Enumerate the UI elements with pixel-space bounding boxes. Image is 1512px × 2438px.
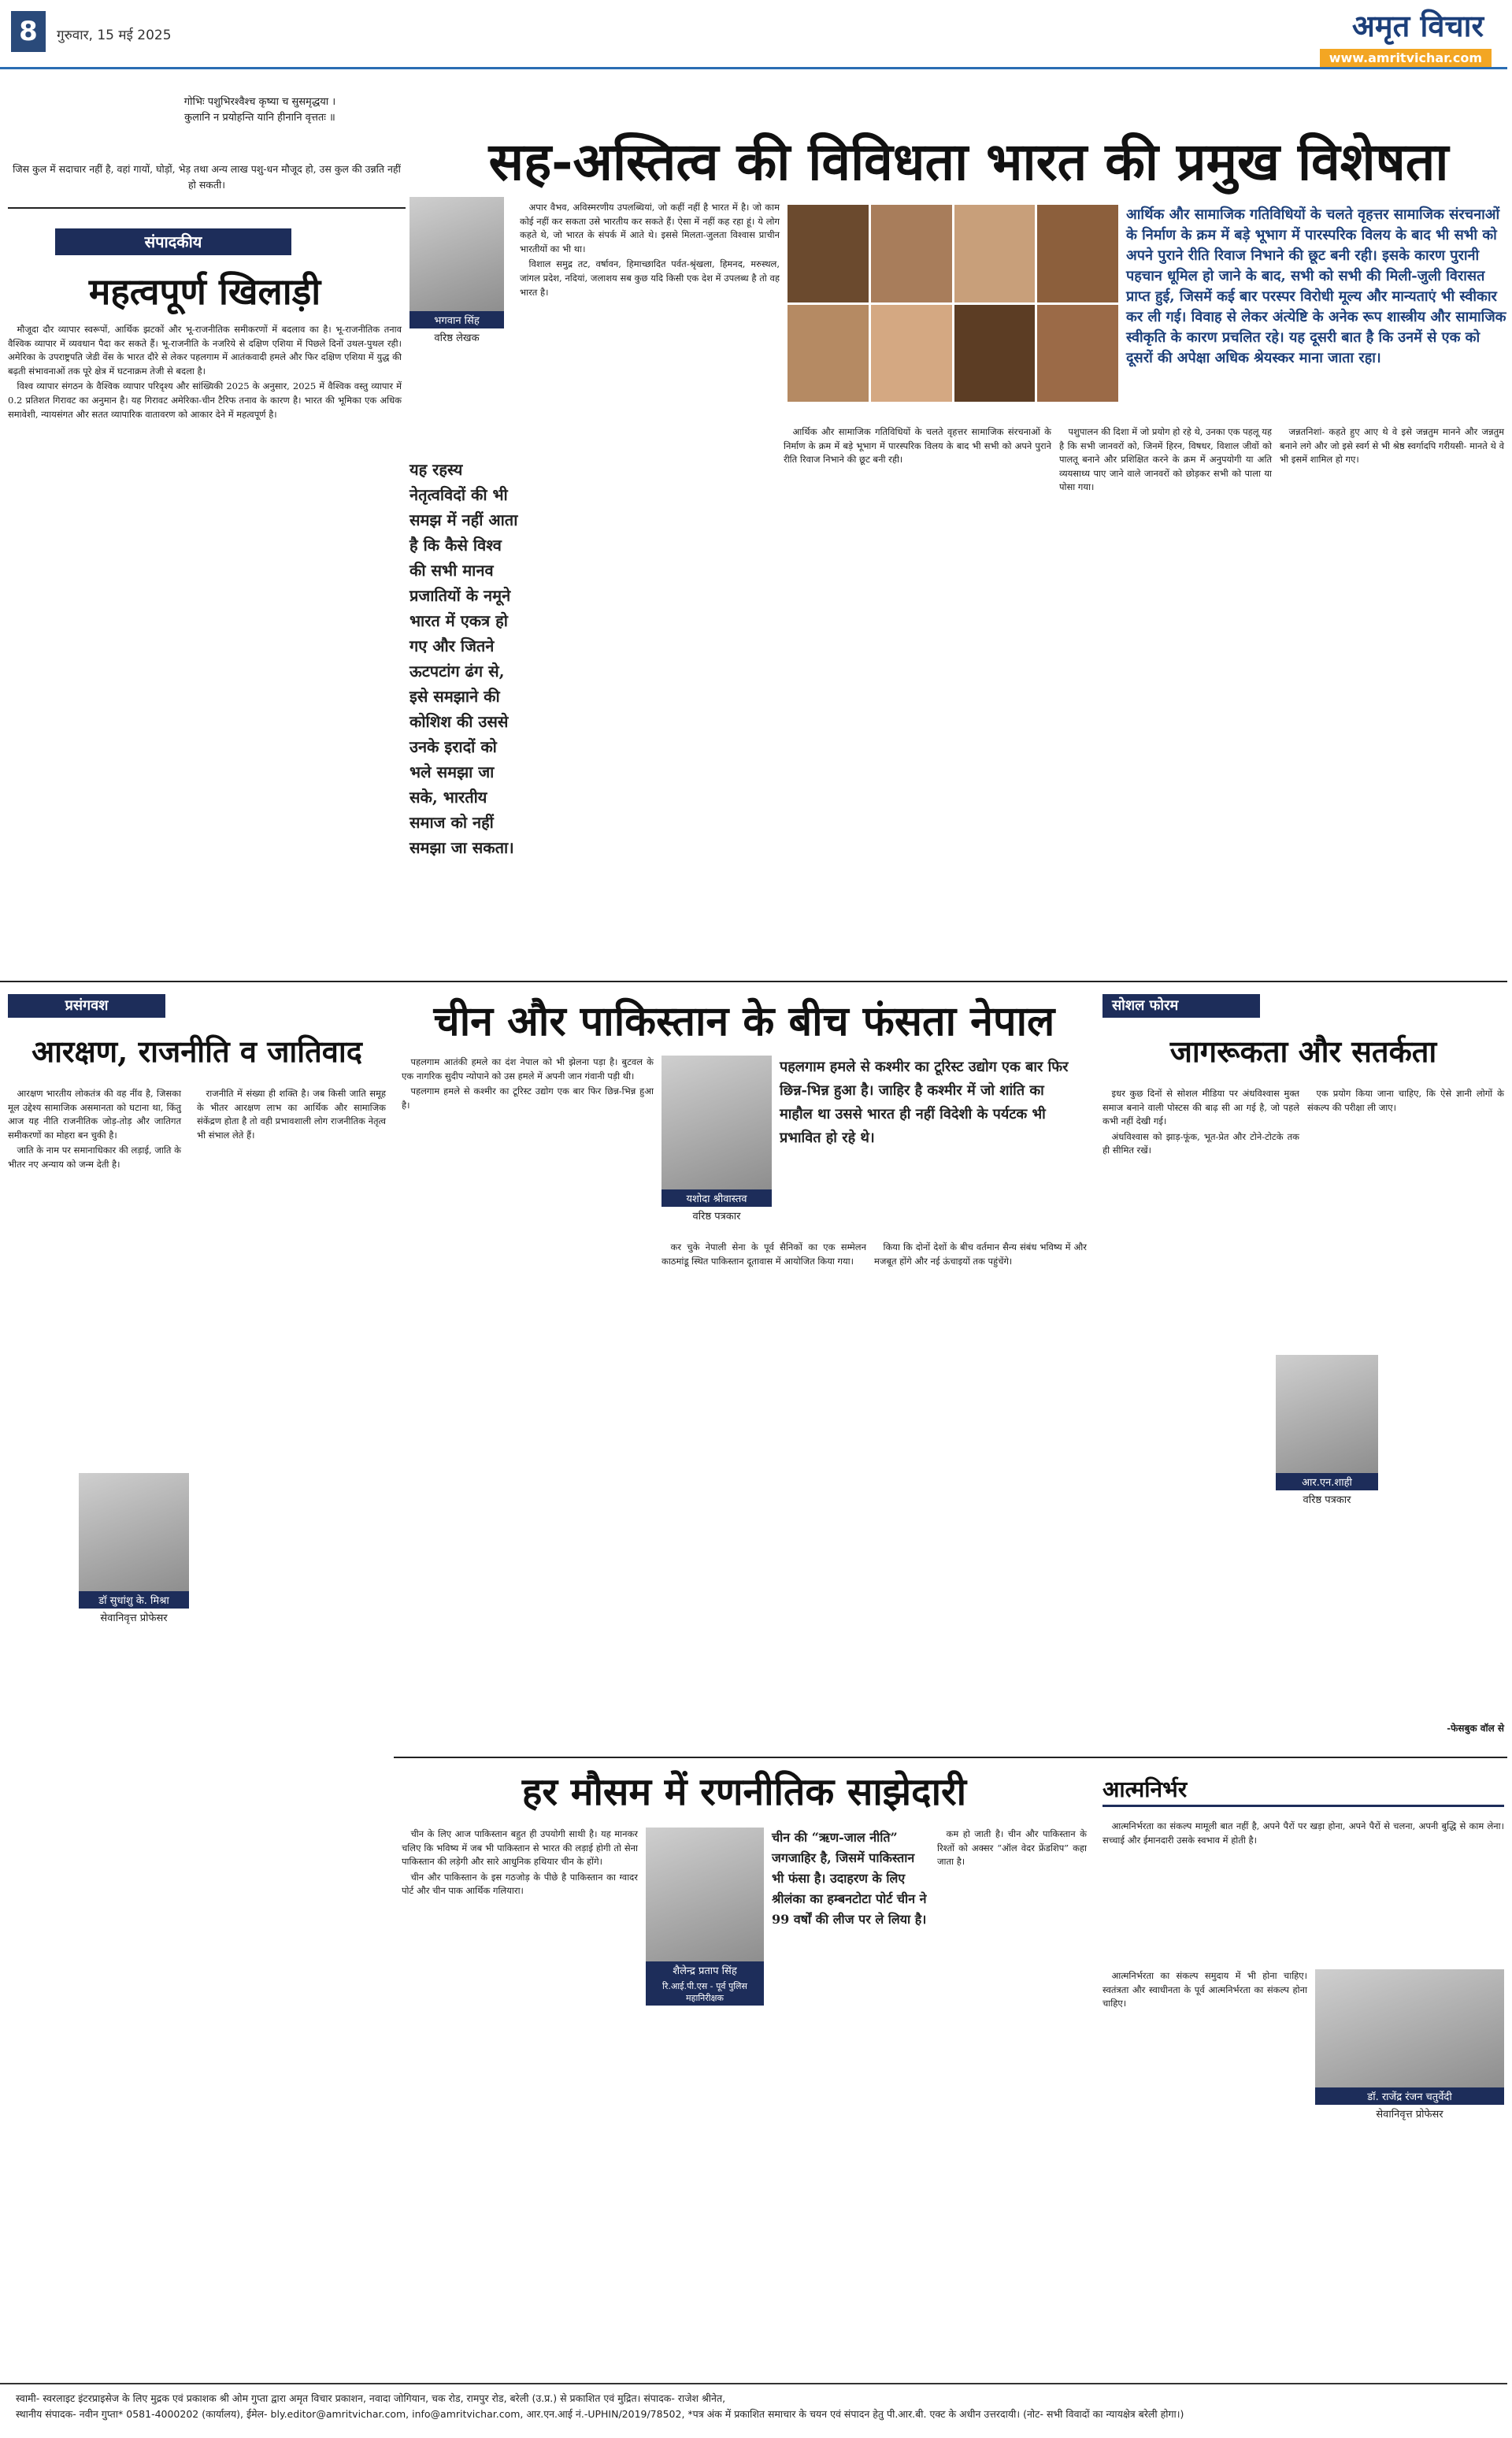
- author-portrait: [662, 1056, 772, 1189]
- strategic-paragraph: चीन और पाकिस्तान के इस गठजोड़ के पीछे है पाकिस्तान का ग्वादर पोर्ट और चीन पाक आर्थिक गलियारा।: [402, 1871, 638, 1897]
- collage-photo: [871, 305, 952, 403]
- section-divider: [394, 1757, 1507, 1758]
- collage-photo: [954, 205, 1036, 302]
- atmanirbhar-author: [1315, 1969, 1504, 2119]
- paper-name: अमृत विचार: [1351, 8, 1484, 43]
- collage-photo: [871, 205, 952, 302]
- faces-collage: [788, 205, 1118, 402]
- imprint-line-2: स्थानीय संपादक- नवीन गुप्ता* 0581-4000202 (कार्यालय), ईमेल- bly.editor@amritvichar.com, info@amritvichar.com, आर.एन.आई नं.-UPHIN/2019/78502, *पत्र अंक में प्रकाशित समाचार के चयन एवं संपादन हेतु पी.आर.बी. एक्ट के अधीन उत्तरदायी। (नोट- सभी विवादों का न्यायक्षेत्र बरेली होगा।): [16, 2408, 1184, 2420]
- nepal-paragraph: पहलगाम हमले से कश्मीर का टूरिस्ट उद्योग एक बार फिर छिन्न-भिन्न हुआ है।: [402, 1085, 654, 1111]
- social-forum-paragraph: एक प्रयोग किया जाना चाहिए, कि ऐसे ज्ञानी लोगों के संकल्प की परीक्षा ली जाए।: [1307, 1088, 1504, 1113]
- nepal-author: [662, 1056, 772, 1229]
- strategic-col-2: [937, 1828, 1087, 2371]
- prasangvash-paragraph: आरक्षण भारतीय लोकतंत्र की वह नींव है, जिसका मूल उद्देश्य सामाजिक असमानता को घटाना था, किंतु आज यह नीति राजनीतिक जोड़-तोड़ और जातिगत समीकरणों का मोहरा बन चुकी है।: [8, 1088, 181, 1141]
- prasangvash-headline: आरक्षण, राजनीति व जातिवाद: [32, 1033, 362, 1069]
- social-forum-section-tab: सोशल फोरम: [1102, 994, 1260, 1018]
- nepal-paragraph: पहलगाम आतंकी हमले का दंश नेपाल को भी झेलना पड़ा है। बुटवल के एक नागरिक सुदीप न्योपाने को उस हमले में अपनी जान गंवानी पड़ी थी।: [402, 1056, 654, 1082]
- dateline: गुरुवार, 15 मई 2025: [57, 28, 172, 43]
- website-link[interactable]: www.amritvichar.com: [1320, 49, 1492, 67]
- prasangvash-col-1: [8, 1087, 181, 2347]
- strategic-author: [646, 1828, 764, 2003]
- main-paragraph: जन्नतनिशां- कहते हुए आए थे वे इसे जन्नतुम मानने और जन्नतुम बनाने लगे और जो इसे स्वर्ग से भी श्रेष्ठ स्वर्गादपि गरीयसी- मानते थे वे भी इसमें शामिल हो गए।: [1280, 426, 1504, 466]
- prasangvash-author-role: सेवानिवृत्त प्रोफेसर: [79, 1609, 189, 1626]
- strategic-pull-quote: चीन की “ऋण-जाल नीति” जगजाहिर है, जिसमें पाकिस्तान भी फंसा है। उदाहरण के लिए श्रीलंका का हम्बनटोटा पोर्ट चीन ने 99 वर्षों की लीज पर ले लिया है।: [772, 1830, 927, 1927]
- masthead: [0, 0, 1507, 69]
- editorial-paragraph: मौजूदा दौर व्यापार स्वरूपों, आर्थिक झटकों और भू-राजनीतिक समीकरणों में बदलाव का है। भू-राजनीतिक तनाव वैश्विक व्यापार में व्यवधान पैदा कर सकते हैं। भू-राजनीति के नजरिये से दक्षिण एशिया में पिछले दिनों उथल-पुथल रही। अमेरिका के उपराष्ट्रपति जेडी वेंस के भारत दौरे से लेकर पहलगाम में आतंकवादी हमले और फिर दक्षिण एशिया में युद्ध की बढ़ती संभावनाओं तक पूरे क्षेत्र में घटनाक्रम तेजी से बदला है।: [8, 324, 402, 377]
- social-forum-paragraph: इधर कुछ दिनों से सोशल मीडिया पर अंधविश्वास मुक्त समाज बनाने वाली पोस्टस की बाढ़ सी आ गई है, जो पहले कभी नहीं देखी गई।: [1102, 1088, 1299, 1127]
- social-forum-headline: जागरूकता और सतर्कता: [1169, 1033, 1437, 1069]
- main-highlight: आर्थिक और सामाजिक गतिविधियों के चलते वृहत्तर सामाजिक संरचनाओं के निर्माण के क्रम में बड़े भूभाग में पारस्परिक विलय के बाद भी सभी को अपने पुराने रीति रिवाज निभाने की छूट बनी रही। इसके कारण पुरानी पहचान धूमिल हो जाने के बाद, सभी को सभी की मिली-जुली विरासत प्राप्त हुई, जिसमें कई बार परस्पर विरोधी मूल्य और मान्यताएं भी स्वीकार कर ली गई। विवाह से लेकर अंत्येष्टि के अनेक रूप शास्त्रीय और सामाजिक स्वीकृति के कारण प्रचलित रहे। यह दूसरी बात है कि उनमें से एक को दूसरों की अपेक्षा अधिक श्रेयस्कर माना जाता रहा।: [1126, 206, 1506, 366]
- author-portrait: [646, 1828, 764, 1961]
- atmanirbhar-paragraph: आत्मनिर्भरता का संकल्प मामूली बात नहीं है, अपने पैरों पर खड़ा होना, अपने पैरों से चलना, अपनी बुद्धि से काम लेना। सच्चाई और ईमानदारी उसके स्वभाव में होती है।: [1102, 1820, 1504, 1846]
- atmanirbhar-intro: [1102, 1820, 1504, 1961]
- prasangvash-paragraph: राजनीति में संख्या ही शक्ति है। जब किसी जाति समूह के भीतर आरक्षण लाभ का आर्थिक और सामाजिक संकेंद्रण होता है तो वही प्रभावशाली लोग राजनीतिक नेतृत्व भी संभाल लेते हैं।: [197, 1088, 386, 1141]
- main-article-col-2: [784, 425, 1051, 949]
- author-portrait: [1315, 1969, 1504, 2087]
- social-forum-col-1: [1102, 1087, 1299, 1741]
- strategic-paragraph: चीन के लिए आज पाकिस्तान बहुत ही उपयोगी साथी है। यह मानकर चलिए कि भविष्य में जब भी पाकिस्तान से भारत की लड़ाई होगी तो सेना पाकिस्तान की लड़ेगी और सारे आधुनिक हथियार चीन के होंगे।: [402, 1828, 638, 1868]
- nepal-pull-quote: पहलगाम हमले से कश्मीर का टूरिस्ट उद्योग एक बार फिर छिन्न-भिन्न हुआ है। जाहिर है कश्मीर में जो शांति का माहौल था उससे भारत ही नहीं विदेशी के पर्यटक भी प्रभावित हो रहे थे।: [780, 1059, 1069, 1146]
- strategic-paragraph: कम हो जाती है। चीन और पाकिस्तान के रिश्तों को अक्सर “ऑल वेदर फ्रेंडशिप” कहा जाता है।: [937, 1828, 1087, 1868]
- imprint-footer: [0, 2383, 1507, 2438]
- social-forum-col-2: [1307, 1087, 1504, 1717]
- strategic-headline: हर मौसम में रणनीतिक साझेदारी: [521, 1770, 967, 1814]
- collage-photo: [1037, 305, 1118, 403]
- nepal-author-role: वरिष्ठ पत्रकार: [662, 1207, 772, 1224]
- section-divider: [0, 981, 1507, 982]
- collage-photo: [788, 305, 869, 403]
- prasangvash-section-tab: प्रसंगवश: [8, 994, 165, 1018]
- main-article-headline: सह-अस्तित्व की विविधता भारत की प्रमुख विशेषता: [488, 131, 1449, 192]
- prasangvash-author: [79, 1473, 189, 1631]
- prasangvash-author-name: डॉ सुधांशु के. मिश्रा: [79, 1591, 189, 1609]
- shloka-meaning: जिस कुल में सदाचार नहीं है, वहां गायों, घोड़ों, भेड़ तथा अन्य लाख पशु-धन मौजूद हो, उस कुल की उन्नति नहीं हो सकती।: [8, 161, 406, 209]
- nepal-headline: चीन और पाकिस्तान के बीच फंसता नेपाल: [433, 997, 1055, 1045]
- main-paragraph: विशाल समुद्र तट, वर्षावन, हिमाच्छादित पर्वत-श्रृंखला, हिमनद, मरुस्थल, जांगल प्रदेश, नदियां, जलाशय सब कुछ यदि किसी एक देश में उपलब्ध है तो वह भारत है।: [520, 258, 780, 298]
- imprint-line-1: स्वामी- स्वरलाइट इंटरप्राइसेज के लिए मुद्रक एवं प्रकाशक श्री ओम गुप्ता द्वारा अमृत विचार प्रकाशन, नवादा जोगियान, चक रोड, रामपुर रोड, बरेली (उ.प्र.) से प्रकाशित एवं मुद्रित। संपादक- राजेश श्रीनेत,: [16, 2392, 726, 2404]
- atmanirbhar-paragraph: आत्मनिर्भरता का संकल्प समुदाय में भी होना चाहिए। स्वतंत्रता और स्वाधीनता के पूर्व आत्मनिर्भरता का संकल्प होना चाहिए।: [1102, 1970, 1307, 2009]
- author-portrait: [410, 197, 504, 311]
- main-article-col-1: [520, 201, 780, 949]
- main-paragraph: आर्थिक और सामाजिक गतिविधियों के चलते वृहत्तर सामाजिक संरचनाओं के निर्माण के क्रम में बड़े भूभाग में पारस्परिक विलय के बाद भी सभी को अपने पुराने रीति रिवाज निभाने की छूट बनी रही।: [784, 426, 1051, 466]
- main-pull-quote: यह रहस्य नेतृत्वविदों की भी समझ में नहीं आता है कि कैसे विश्व की सभी मानव प्रजातियों के नमूने भारत में एकत्र हो गए और जितने ऊटपटांग ढंग से, इसे समझाने की कोशिश की उससे उनके इरादों को भले समझा जा सके, भारतीय समाज को नहीं समझा जा सकता।: [410, 460, 518, 857]
- nepal-col-3: [874, 1241, 1087, 1749]
- shloka-line-2: कुलानि न प्रयोहन्ति यानि हीनानि वृत्ततः ॥: [184, 112, 335, 124]
- author-name-main: भगवान सिंह: [410, 311, 504, 328]
- social-forum-author-role: वरिष्ठ पत्रकार: [1276, 1490, 1378, 1508]
- editorial-body: [8, 323, 402, 953]
- strategic-col-1: [402, 1828, 638, 2371]
- author-portrait: [79, 1473, 189, 1591]
- author-photo-main: [410, 197, 504, 344]
- atmanirbhar-section-tab: आत्मनिर्भर: [1102, 1772, 1504, 1807]
- prasangvash-paragraph: जाति के नाम पर समानाधिकार की लड़ाई, जाति के भीतर नए अन्याय को जन्म देती है।: [8, 1145, 181, 1170]
- nepal-author-name: यशोदा श्रीवास्तव: [662, 1189, 772, 1207]
- strategic-author-name: शैलेन्द्र प्रताप सिंह: [646, 1961, 764, 1979]
- page-number: 8: [11, 11, 46, 52]
- nepal-col-1: [402, 1056, 654, 1749]
- collage-photo: [788, 205, 869, 302]
- social-forum-paragraph: अंधविश्वास को झाड़-फूंक, भूत-प्रेत और टोने-टोटके तक ही सीमित रखें।: [1102, 1130, 1299, 1156]
- atmanirbhar-col-1: [1102, 1969, 1307, 2363]
- nepal-paragraph: कर चुके नेपाली सेना के पूर्व सैनिकों का एक सम्मेलन काठमांडू स्थित पाकिस्तान दूतावास में आयोजित किया गया।: [662, 1241, 866, 1267]
- social-forum-byline: -फेसबुक वॉल से: [1447, 1723, 1504, 1734]
- main-paragraph: अपार वैभव, अविस्मरणीय उपलब्धियां, जो कहीं नहीं है भारत में है। जो काम कोई नहीं कर सकता उसे भारतीय कर सकते हैं। ऐसा में नहीं कह रहा हूं। ये लोग कहते थे, जो भारत के संपर्क में आते थे। इससे मिलता-जुलता विश्वास प्राचीन भारतीयों का भी था।: [520, 202, 780, 254]
- editorial-headline: महत्वपूर्ण खिलाड़ी: [88, 270, 321, 313]
- collage-photo: [1037, 205, 1118, 302]
- shloka-line-1: गोभिः पशुभिरश्वैश्च कृष्या च सुसमृद्धया ।: [183, 96, 336, 108]
- prasangvash-col-2: [197, 1087, 386, 2347]
- author-role-main: वरिष्ठ लेखक: [410, 328, 504, 346]
- nepal-paragraph: किया कि दोनों देशों के बीच वर्तमान सैन्य संबंध भविष्य में और मजबूत होंगे और नई ऊंचाइयों तक पहुंचेंगे।: [874, 1241, 1087, 1267]
- main-paragraph: पशुपालन की दिशा में जो प्रयोग हो रहे थे, उनका एक पहलू यह है कि सभी जानवरों को, जिनमें हिरन, विषधर, विशाल जीवों को पालतू बनाने और प्रशिक्षित करने के क्रम में अनुपयोगी या अति व्ययसाध्य पाए जाने वाले जानवरों को छोड़कर सभी को पाला या पोसा गया।: [1059, 426, 1272, 493]
- editorial-section-tab: संपादकीय: [55, 228, 291, 255]
- main-article-col-4: [1280, 425, 1504, 949]
- shloka-block: [94, 95, 425, 142]
- editorial-paragraph: विश्व व्यापार संगठन के वैश्विक व्यापार परिदृश्य और सांख्यिकी 2025 के अनुसार, 2025 में वैश्विक वस्तु व्यापार में 0.2 प्रतिशत गिरावट का अनुमान है। यह गिरावट अमेरिका-चीन टैरिफ तनाव के कारण है। भारत की भूमिका एक अधिक समावेशी, न्यायसंगत और सतत व्यापारिक वातावरण को आकार देने में महत्वपूर्ण है।: [8, 380, 402, 420]
- atmanirbhar-author-role: सेवानिवृत्त प्रोफेसर: [1315, 2105, 1504, 2122]
- nepal-col-2: [662, 1241, 866, 1749]
- main-article-col-3: [1059, 425, 1272, 949]
- social-forum-author-name: आर.एन.शाही: [1276, 1473, 1378, 1490]
- strategic-author-role: रि.आई.पी.एस - पूर्व पुलिस महानिरीक्षक: [646, 1979, 764, 2006]
- collage-photo: [954, 305, 1036, 403]
- atmanirbhar-author-name: डॉ. राजेंद्र रंजन चतुर्वेदी: [1315, 2087, 1504, 2105]
